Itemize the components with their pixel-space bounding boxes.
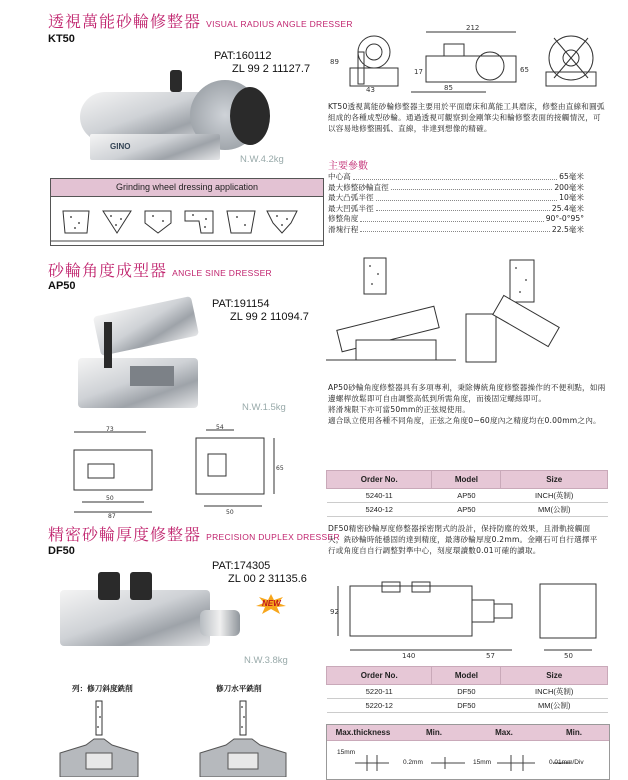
df50-example-right-label: 修刀水平銑削 [216,684,262,693]
table-row: 5240-11 AP50 INCH(英制) [327,489,608,503]
dim-140: 140 [402,652,416,660]
dim-50-a: 50 [106,495,114,502]
thick-max-2: 15mm [473,759,492,766]
brand-logo: GINO [110,142,131,151]
dim-65-ap: 65 [276,465,284,472]
dim-212: 212 [466,24,480,32]
dim-92: 92 [330,608,339,616]
table-header-row [327,471,608,489]
df50-header [48,522,340,545]
df50-example-drawings [56,695,322,777]
dim-87: 87 [108,513,116,518]
ap50-description-1: AP50砂輪角度修整器具有多項專利，秉除傳統角度修整器操作的不便利點，如兩邊螺桿放鬆即可自由調整高低到所需角度，而後固定螺絲即可。 [328,383,606,403]
dim-54: 54 [216,424,224,431]
kt50-description: KT50透視萬能砂輪修整器主要用於平面磨床和萬能工具磨床，修整由直線和圓弧組成的各種成型砂輪。通過透視可觀察到金剛筆尖和輪修整表面的接觸情況，可以容易地修整圓弧、直線，非達到想像的精確。 [328,102,605,133]
new-badge-label: NEW [262,599,281,608]
ap50-description [328,382,606,426]
df50-model: DF50 [48,545,75,557]
ap50-patent-2: ZL 99 2 11094.7 [230,311,309,323]
ap50-description-2: 將滑塊限下亦可當50mm的正弦規使用。 [328,405,471,414]
kt50-title-cn: 透視萬能砂輪修整器 [48,12,202,31]
grinding-application-title: Grinding wheel dressing application [51,179,323,197]
col-model: Model [432,471,501,489]
df50-example-left-label: 列：修刀斜度銑削 [72,684,133,693]
ap50-patent-1: PAT:191154 [212,298,270,310]
kt50-weight: N.W.4.2kg [240,154,284,165]
kt50-patent-2: ZL 99 2 11127.7 [232,63,311,75]
table-row: 5220-11 DF50 INCH(英制) [327,685,608,699]
thick-min-1: 0.2mm [403,759,423,766]
ap50-patent [212,298,309,324]
dim-50-df: 50 [564,652,573,660]
thickness-row [327,741,609,779]
kt50-product-photo [80,62,270,162]
ap50-usage-drawing [326,256,606,376]
ap50-description-3: 適合臥立使用各種不同角度，正弦之角度0~60度內之精度均在0.00mm之內。 [328,416,601,425]
thick-max-1: 15mm [337,749,356,756]
new-badge [256,594,286,614]
dim-50-b: 50 [226,509,234,516]
table-header-row: Order No. Model Size [327,667,608,685]
thick-min-2: 0.01mm/Div [549,759,584,766]
df50-patent [212,560,307,586]
col-size: Size [501,471,608,489]
dim-43: 43 [366,86,375,94]
grinding-application-box [50,178,324,246]
ap50-title-en: ANGLE SINE DRESSER [172,268,272,278]
ap50-technical-drawing [66,424,288,518]
df50-title-en: PRECISION DUPLEX DRESSER [206,532,340,542]
param-row: 最大修整砂輪直徑 200毫米 [328,182,584,192]
kt50-patent-1: PAT:160112 [214,50,272,62]
df50-technical-drawing [330,578,610,662]
df50-order-table [326,666,608,713]
col-order-no: Order No. [327,471,432,489]
dim-65: 65 [520,66,529,74]
table-row: 5240-12 AP50 MM(公制) [327,503,608,517]
kt50-model: KT50 [48,33,75,45]
param-row: 修整角度 90°-0°95° [328,214,584,223]
ap50-model: AP50 [48,280,76,292]
ap50-title-cn: 砂輪角度成型器 [48,261,168,280]
kt50-patent [214,50,310,76]
thickness-header-row: Max.thickness Min. Max. Min. [327,725,609,741]
df50-description: DF50精密砂輪厚度修整器採密閉式的設計，保持防塵的效果，且滑軌接觸面大，銑砂輪時能穩固的達到精度，最薄砂輪厚度0.2mm。金剛石可自行選擇平行或角度自自行調整對準中心，刻度環讀數0.01可確的讀取。 [328,524,598,555]
dim-57: 57 [486,652,495,660]
table-row: 5220-12 DF50 MM(公制) [327,699,608,713]
param-row: 最大凹弧半徑 25.4毫米 [328,203,584,213]
dim-17: 17 [414,68,423,76]
thickness-table [326,724,610,780]
df50-weight: N.W.3.8kg [244,655,288,666]
param-row: 滑塊行程 22.5毫米 [328,224,584,234]
dim-85: 85 [444,84,453,92]
kt50-title-en: VISUAL RADIUS ANGLE DRESSER [206,19,353,29]
df50-patent-1: PAT:174305 [212,560,271,572]
df50-title-cn: 精密砂輪厚度修整器 [48,525,202,544]
ap50-product-photo [72,302,202,412]
kt50-header [48,9,353,32]
dim-73: 73 [106,426,114,433]
grinding-profiles [51,197,323,245]
kt50-params-title: 主要參數 [328,161,368,172]
kt50-params-list [328,172,584,235]
param-row: 最大凸弧半徑 10毫米 [328,193,584,202]
param-row: 中心高 65毫米 [328,172,584,181]
ap50-header [48,258,272,281]
df50-patent-2: ZL 00 2 31135.6 [228,573,307,585]
kt50-technical-drawing [326,22,602,94]
dim-89: 89 [330,58,339,66]
ap50-order-table [326,470,608,517]
ap50-weight: N.W.1.5kg [242,402,286,413]
